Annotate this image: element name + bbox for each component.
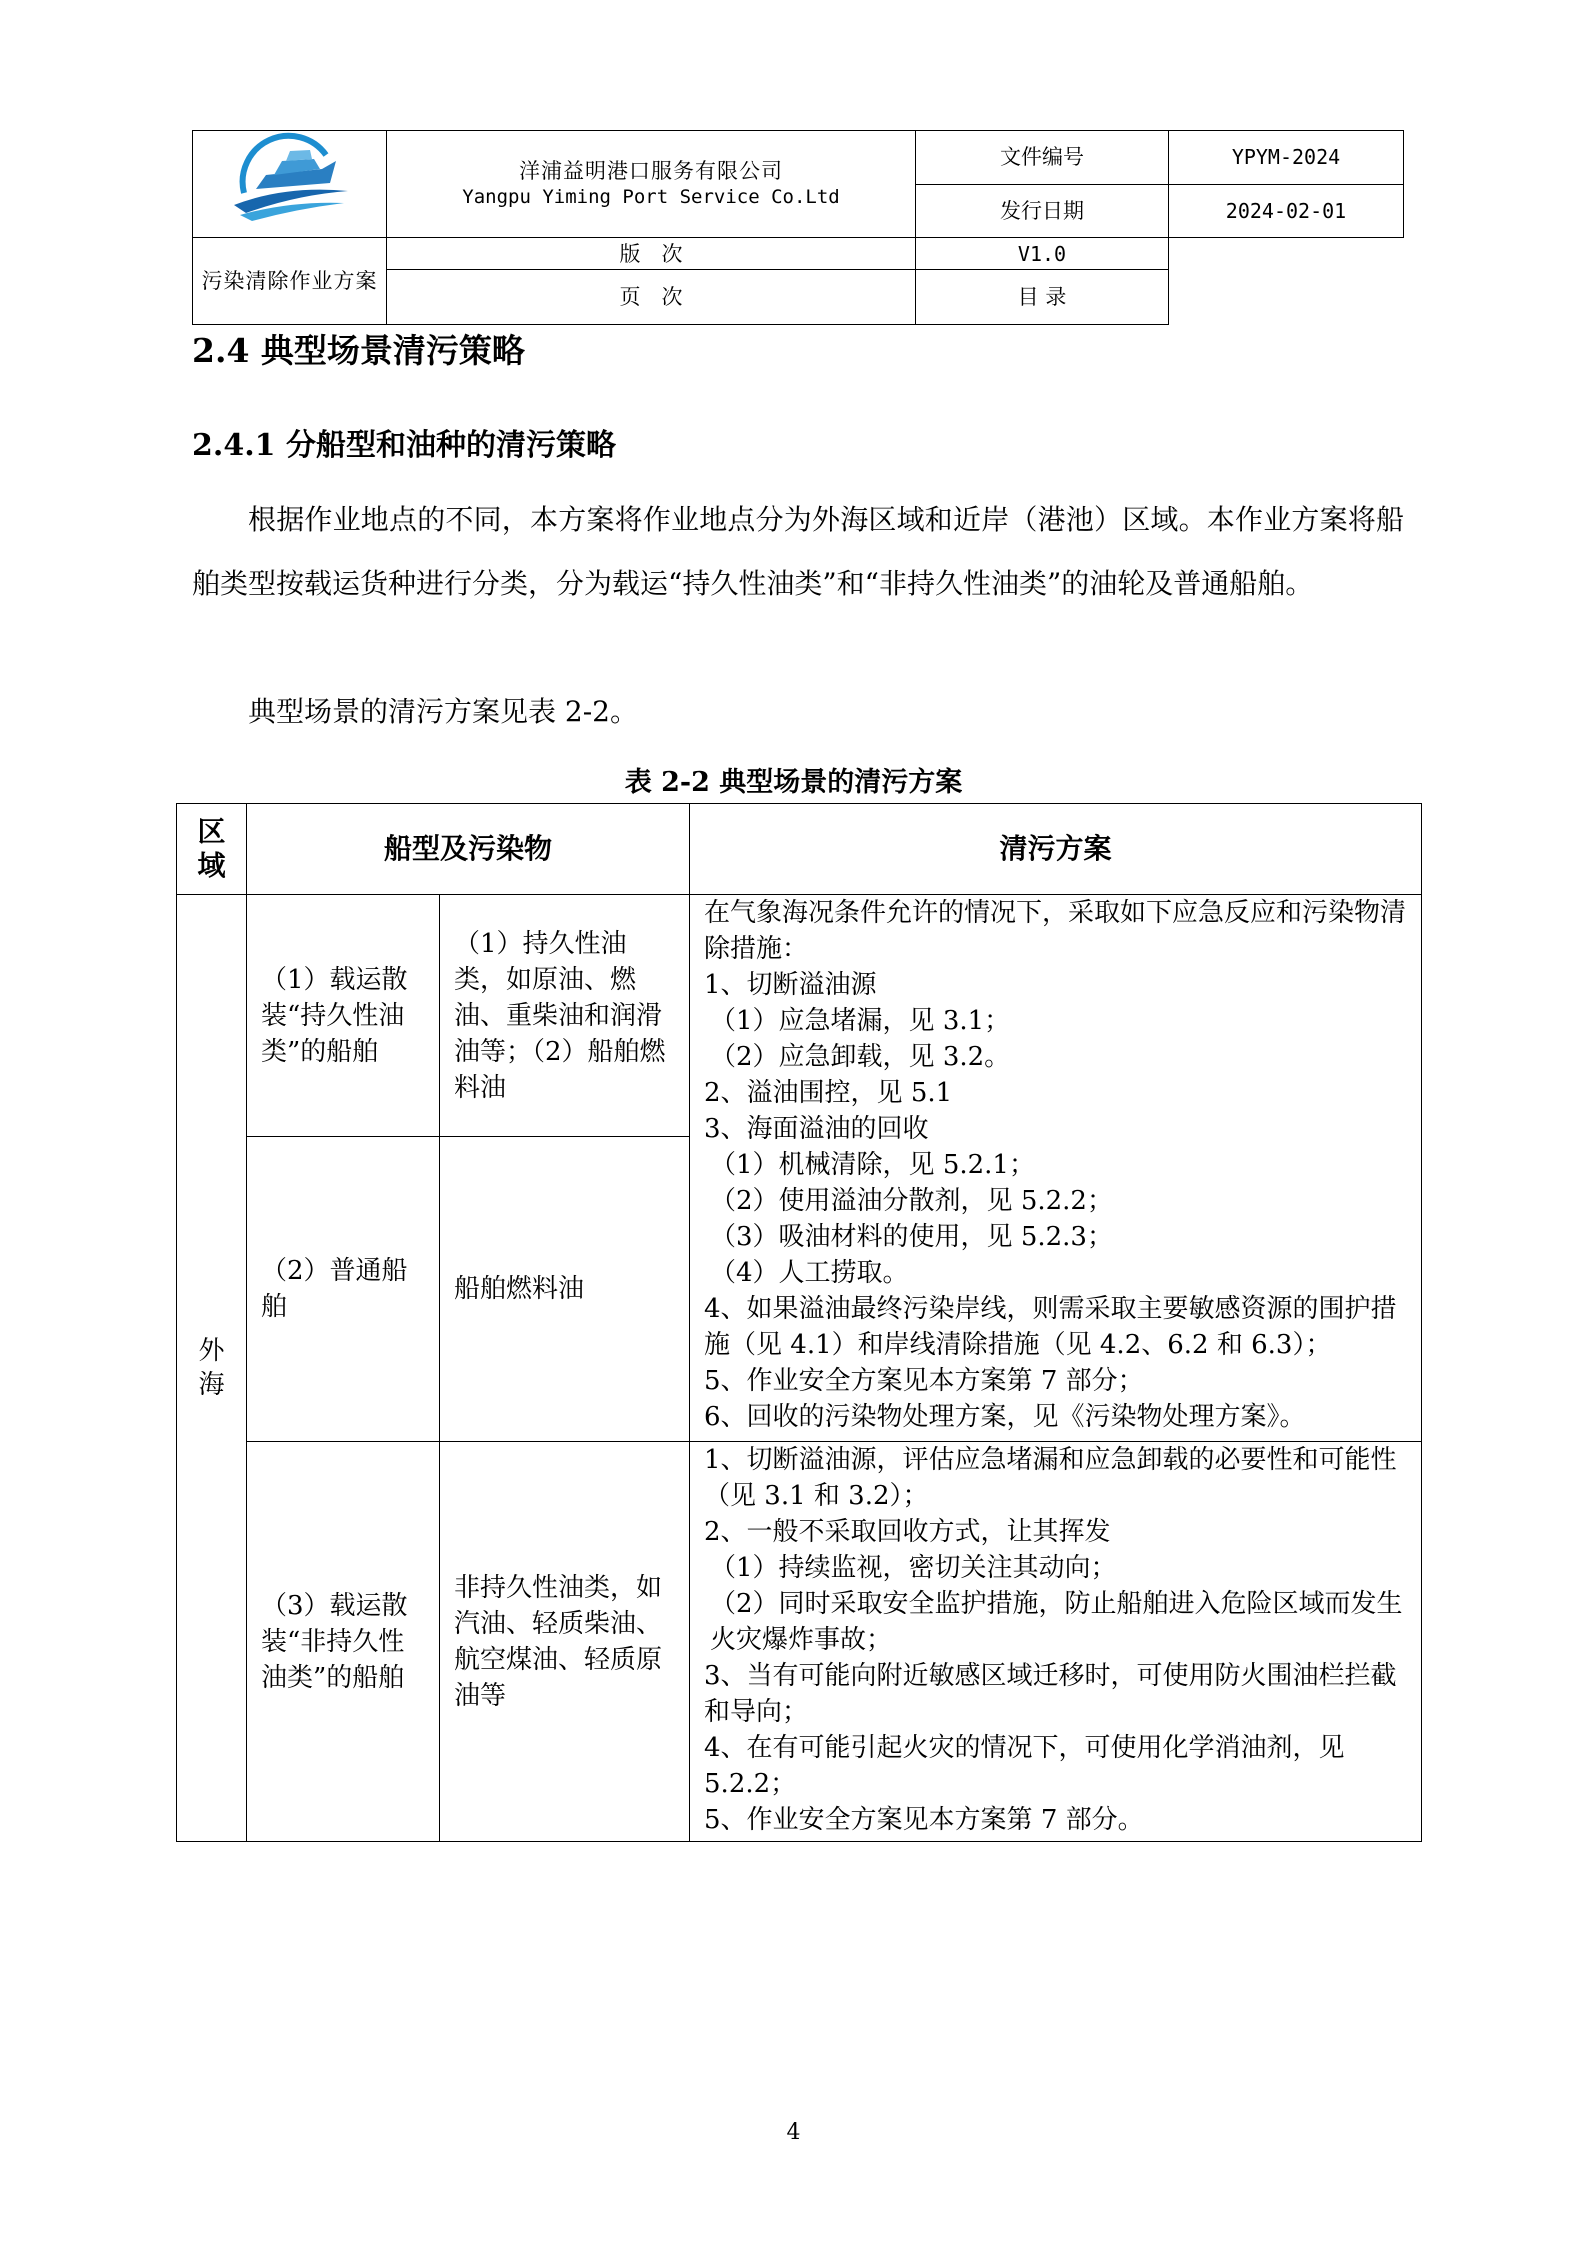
scheme-line: （4）人工捞取。 bbox=[710, 1258, 909, 1288]
company-name-en: Yangpu Yiming Port Service Co.Ltd bbox=[462, 186, 840, 208]
ship-type-cell: （1）载运散装“持久性油类”的船舶 bbox=[247, 895, 440, 1137]
pollutant-cell: （1）持久性油类，如原油、燃油、重柴油和润滑油等；（2）船舶燃料油 bbox=[440, 895, 690, 1137]
region-cell bbox=[177, 895, 247, 1842]
company-name-cn: 洋浦益明港口服务有限公司 bbox=[519, 159, 783, 183]
page-number: 4 bbox=[786, 2120, 801, 2145]
doc-number-value: YPYM-2024 bbox=[1169, 131, 1404, 185]
scheme-line: 6、回收的污染物处理方案，见《污染物处理方案》。 bbox=[704, 1402, 1306, 1432]
header-ship-pollutant: 船型及污染物 bbox=[247, 804, 690, 895]
ship-type-cell: （2）普通船舶 bbox=[247, 1137, 440, 1442]
cleanup-scheme-table bbox=[176, 803, 1422, 1842]
page-value: 目 录 bbox=[916, 270, 1169, 325]
document-header bbox=[192, 130, 1404, 325]
scheme-line: 5、作业安全方案见本方案第 7 部分； bbox=[704, 1366, 1144, 1396]
header-scheme: 清污方案 bbox=[690, 804, 1422, 895]
scheme-line: 3、海面溢油的回收 bbox=[704, 1114, 929, 1144]
section-heading: 2.4 典型场景清污策略 bbox=[192, 331, 525, 370]
scheme-line: 5、作业安全方案见本方案第 7 部分。 bbox=[704, 1805, 1144, 1835]
ship-type-cell: （3）载运散装“非持久性油类”的船舶 bbox=[247, 1442, 440, 1842]
scheme-line: （2）应急卸载，见 3.2。 bbox=[710, 1042, 1011, 1072]
subsection-heading: 2.4.1 分船型和油种的清污策略 bbox=[192, 428, 616, 463]
scheme-line: 4、如果溢油最终污染岸线，则需采取主要敏感资源的围护措施（见 4.1）和岸线清除措施（见 4.2、6.2 和 6.3）； bbox=[704, 1294, 1397, 1360]
scheme-line: （2）使用溢油分散剂，见 5.2.2； bbox=[710, 1186, 1113, 1216]
scheme-line: （3）吸油材料的使用，见 5.2.3； bbox=[710, 1222, 1113, 1252]
version-value: V1.0 bbox=[916, 238, 1169, 270]
intro-paragraph: 根据作业地点的不同，本方案将作业地点分为外海区域和近岸（港池）区域。本作业方案将船舶类型按载运货种进行分类，分为载运“持久性油类”和“非持久性油类”的油轮及普通船舶。 bbox=[192, 503, 1404, 600]
logo-cell bbox=[193, 131, 387, 238]
scheme-line: 1、切断溢油源 bbox=[704, 970, 877, 1000]
scheme-line: 4、在有可能引起火灾的情况下，可使用化学消油剂，见 5.2.2； bbox=[704, 1733, 1345, 1799]
scheme-line: 1、切断溢油源，评估应急堵漏和应急卸载的必要性和可能性（见 3.1 和 3.2）； bbox=[704, 1445, 1397, 1511]
scheme-line: 3、当有可能向附近敏感区域迁移时，可使用防火围油栏拦截和导向； bbox=[704, 1661, 1397, 1727]
scheme-cell-persistent bbox=[690, 895, 1422, 1442]
scheme-line: （1）持续监视，密切关注其动向； bbox=[710, 1553, 1117, 1583]
pollutant-cell: 船舶燃料油 bbox=[440, 1137, 690, 1442]
scheme-line: （2）同时采取安全监护措施，防止船舶进入危险区域而发生火灾爆炸事故； bbox=[710, 1589, 1403, 1655]
region-value: 外海 bbox=[198, 1335, 225, 1400]
page-label: 页 次 bbox=[387, 270, 916, 325]
doc-title: 污染清除作业方案 bbox=[193, 238, 387, 325]
scheme-cell-non-persistent bbox=[690, 1442, 1422, 1842]
scheme-line: （1）机械清除，见 5.2.1； bbox=[710, 1150, 1035, 1180]
scheme-line: 2、溢油围控，见 5.1 bbox=[704, 1078, 953, 1108]
scheme-line: 2、一般不采取回收方式，让其挥发 bbox=[704, 1517, 1111, 1547]
doc-number-label: 文件编号 bbox=[916, 131, 1169, 185]
header-region: 区域 bbox=[177, 804, 247, 895]
table-caption: 表 2-2 典型场景的清污方案 bbox=[624, 767, 963, 798]
issue-date-value: 2024-02-01 bbox=[1169, 184, 1404, 238]
company-logo-icon bbox=[226, 131, 354, 231]
company-name-cell bbox=[387, 131, 916, 238]
table-reference-paragraph: 典型场景的清污方案见表 2-2。 bbox=[248, 695, 638, 728]
issue-date-label: 发行日期 bbox=[916, 184, 1169, 238]
pollutant-cell: 非持久性油类，如汽油、轻质柴油、航空煤油、轻质原油等 bbox=[440, 1442, 690, 1842]
version-label: 版 次 bbox=[387, 238, 916, 270]
scheme-line: （1）应急堵漏，见 3.1； bbox=[710, 1006, 1011, 1036]
scheme-line: 在气象海况条件允许的情况下，采取如下应急反应和污染物清除措施： bbox=[704, 898, 1407, 964]
